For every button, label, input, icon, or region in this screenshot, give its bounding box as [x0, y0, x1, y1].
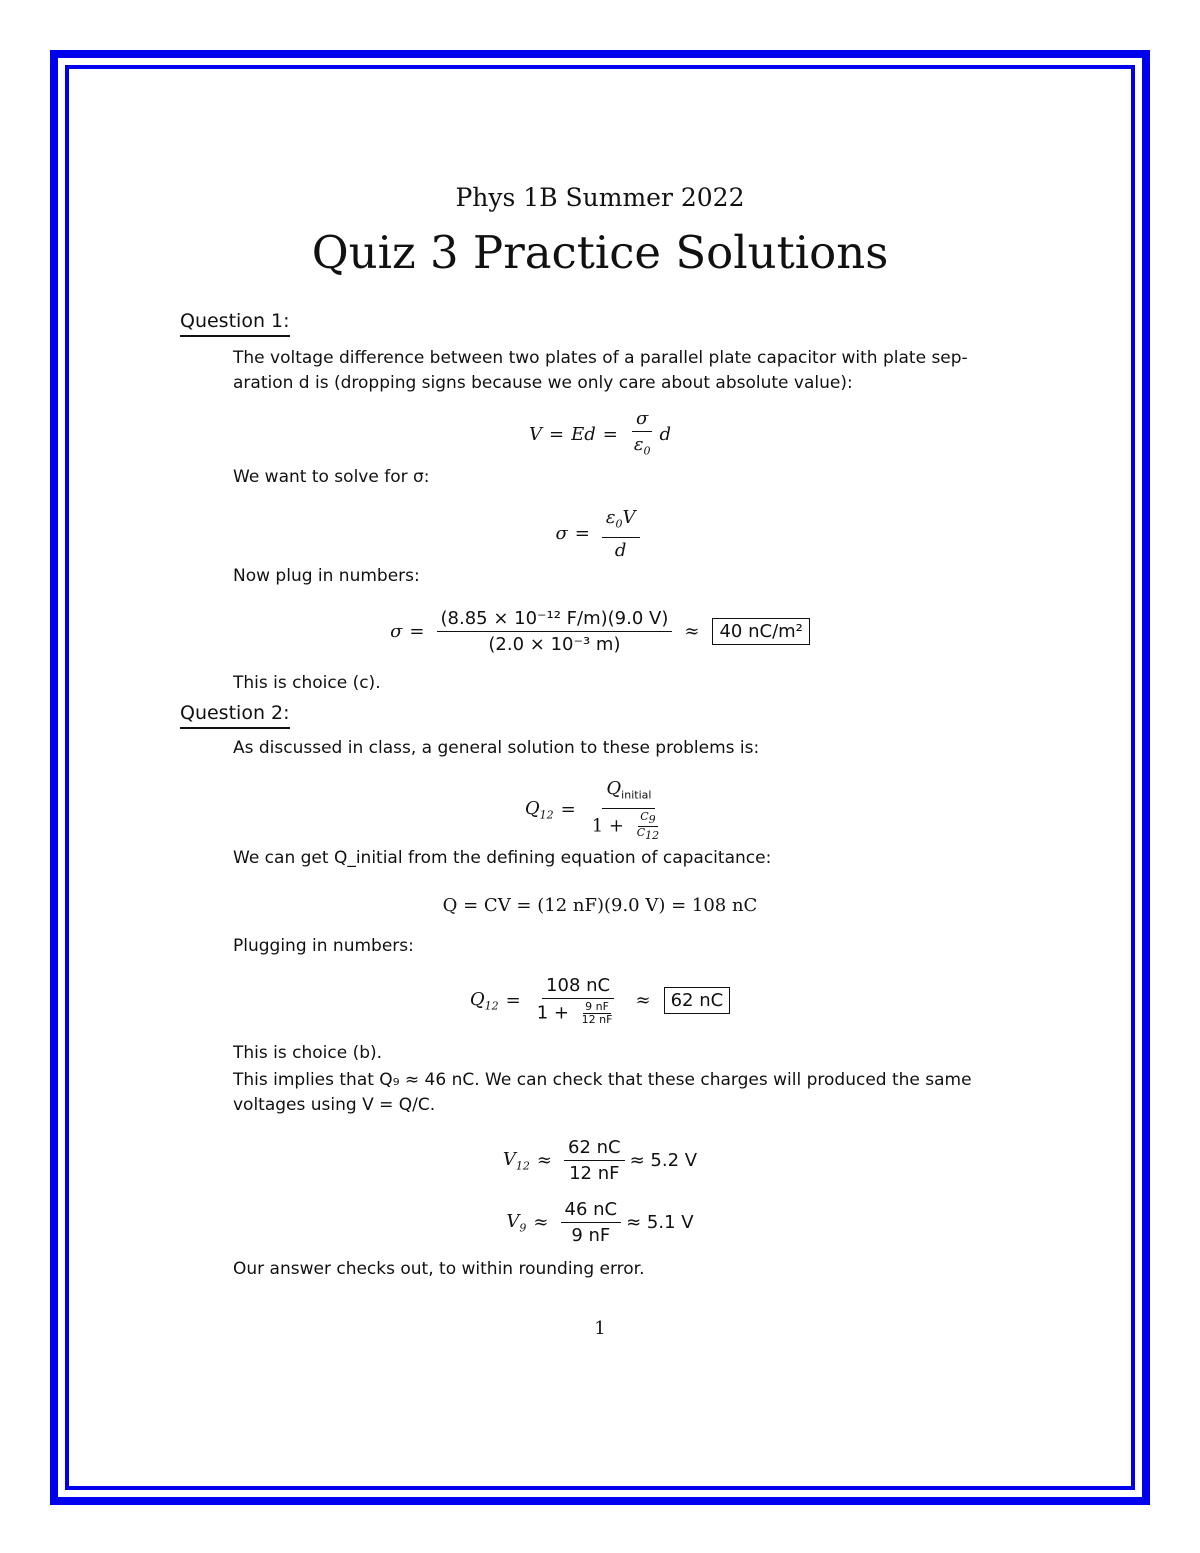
- sigma-denominator: (2.0 × 10⁻³ m): [488, 634, 621, 655]
- question-2-qinitial-text: We can get Q_initial from the defining equation of capacitance:: [233, 848, 772, 868]
- equation-v12: $V_{12}$ ≈ $\frac{62 nC}{12 nF}$ ≈ 5.2 V: [502, 1137, 698, 1184]
- course-name: Phys 1B Summer 2022: [455, 183, 745, 212]
- question-1-heading: Question 1:: [180, 310, 290, 337]
- equation-q12-numeric: $Q_{12}$ = 108 nC 1 + $\frac{9 nF}{12 nF}$ ≈ 62 nC: [0, 975, 1200, 1026]
- sigma-numerator: (8.85 × 10⁻¹² F/m)(9.0 V): [437, 608, 673, 632]
- answer-box-q1: 40 nC/m²: [712, 618, 809, 645]
- v9-result: ≈ 5.1 V: [626, 1212, 694, 1233]
- question-2-heading: Question 2:: [180, 702, 290, 729]
- equation-voltage: V = Ed = $\frac{\sigma}{\varepsilon_0}$ d: [528, 408, 672, 458]
- page-title: Quiz 3 Practice Solutions: [311, 226, 889, 279]
- equation-q12-general: $Q_{12}$ = $Q_{initial}$ 1 + $\frac{C_9}{C_{12}}$: [524, 778, 660, 842]
- equation-sigma-numeric: σ = $\frac{\text{(8.85 × 10⁻¹² F/m)(9.0 V)}}{\text{(2.0 × 10⁻³ m)}}$ ≈ 40 nC/m²: [0, 608, 1200, 655]
- question-2-choice: This is choice (b).: [233, 1043, 383, 1063]
- question-1-intro: The voltage difference between two plates of a parallel plate capacitor with plate sep-aration d is (dropping signs because we only care about absolute value):: [233, 348, 968, 393]
- question-2-implies-text: This implies that Q₉ ≈ 46 nC. We can check that these charges will produced the same voltages using V = Q/C.: [233, 1070, 972, 1115]
- page-number: 1: [594, 1318, 606, 1339]
- question-1-solve-text: We want to solve for σ:: [233, 467, 430, 487]
- equation-q-cv: Q = CV = (12 nF)(9.0 V) = 108 nC: [442, 895, 758, 916]
- question-2-intro: As discussed in class, a general solution to these problems is:: [233, 738, 760, 758]
- equation-v9: $V_9$ ≈ $\frac{46 nC}{9 nF}$ ≈ 5.1 V: [506, 1199, 694, 1246]
- v12-result: ≈ 5.2 V: [629, 1150, 698, 1171]
- question-2-plug-text: Plugging in numbers:: [233, 936, 414, 956]
- equation-sigma: σ = $\frac{\varepsilon_0V}{d}$: [0, 507, 1200, 561]
- question-2-conclusion: Our answer checks out, to within rounding error.: [233, 1259, 645, 1279]
- question-1-plug-text: Now plug in numbers:: [233, 566, 420, 586]
- question-1-choice: This is choice (c).: [233, 673, 381, 693]
- answer-box-q2: 62 nC: [664, 987, 731, 1014]
